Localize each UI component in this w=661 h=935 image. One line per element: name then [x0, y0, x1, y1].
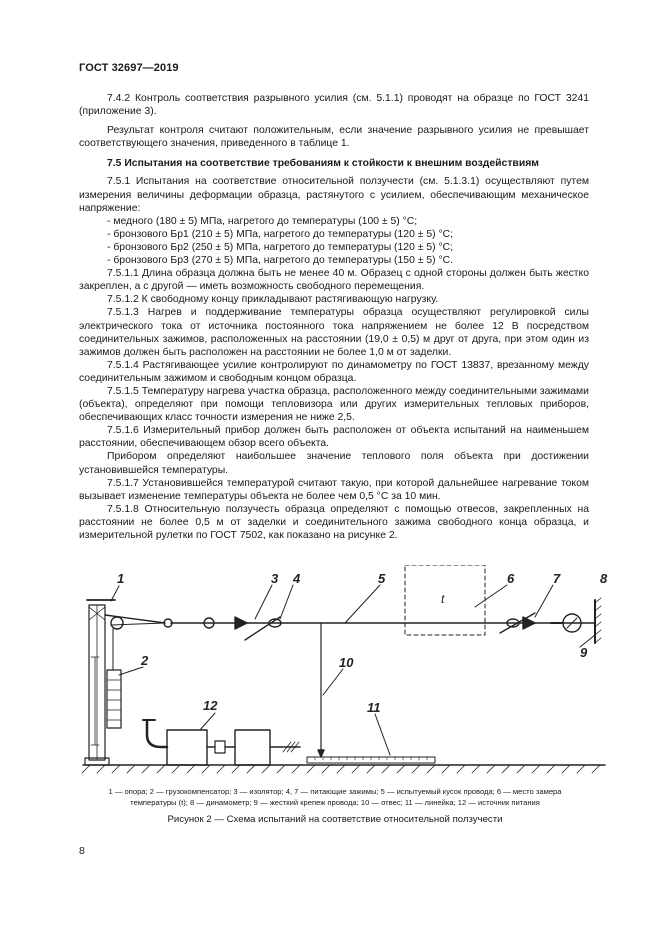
figure-label: 3	[271, 571, 279, 586]
paragraph-7-4-2: 7.4.2 Контроль соответствия разрывного усилия (см. 5.1.1) проводят на образце по ГОСТ 3241 (приложение 3).	[79, 93, 589, 118]
pulley	[111, 617, 123, 629]
leader-line	[111, 586, 119, 601]
leader-line	[475, 585, 507, 607]
figure-label: 8	[600, 571, 608, 586]
list-item: - бронзового Бр2 (250 ± 5) МПа, нагретого до температуры (120 ± 5) °С;	[107, 241, 453, 253]
paragraph-7-5-1-6: 7.5.1.6 Измерительный прибор должен быть расположен от объекта испытаний на наименьшем расстоянии, обеспечивающем обзор всего объекта.	[79, 425, 589, 450]
paragraph-7-5-1-6-b: Прибором определяют наибольшее значение теплового поля объекта при достижении установившейся температуры.	[79, 451, 589, 476]
figure-label: 2	[141, 653, 149, 668]
paragraph-7-5-1-4: 7.5.1.4 Растягивающее усилие контролируют по динамометру по ГОСТ 13837, врезанному между соединительным зажимом и свободным концом образца.	[79, 359, 589, 384]
power-source	[143, 720, 300, 765]
leader-line	[280, 585, 293, 619]
weight-compensator	[107, 670, 121, 728]
legend-line: 1 — опора; 2 — грузокомпенсатор; 3 — изолятор; 4, 7 — питающие зажимы; 5 — испытуемый кусок провода; 6 — место замера	[108, 787, 562, 796]
leader-line	[323, 669, 343, 695]
rope	[105, 615, 165, 623]
list-item: - медного (180 ± 5) МПа, нагретого до температуры (100 ± 5) °С;	[107, 215, 418, 227]
figure-label: 5	[378, 571, 386, 586]
figure-label: 6	[507, 571, 515, 586]
figure-label: 12	[203, 698, 218, 713]
paragraph-7-4-2-result: Результат контроля считают положительным, если значение разрывного усилия не превышает соответствующего значения, приведенного в таблице 1.	[79, 125, 589, 150]
figure-label: 9	[580, 645, 588, 660]
list-item: - бронзового Бр3 (270 ± 5) МПа, нагретого до температуры (150 ± 5) °С.	[107, 255, 453, 267]
figure-label: 10	[339, 655, 354, 670]
paragraph-7-5-1-3: 7.5.1.3 Нагрев и поддерживание температуры образца осуществляют регулировкой силы электрического тока от источника постоянного тока напряжением не более 12 В посредством соединительных зажимов, расположенных на расстоянии (19,0 ± 0,5) м друг от друга, при этом один из зажимов должен быть расположен на расстоянии не более 1,0 м от заделки.	[79, 307, 589, 358]
legend-line: температуры (t); 8 — динамометр; 9 — жесткий крепеж провода; 10 — отвес; 11 — линейка; 12 — источник питания	[130, 798, 540, 807]
temperature-zone	[405, 565, 485, 635]
paragraph-7-5-1-1: 7.5.1.1 Длина образца должна быть не менее 40 м. Образец с одной стороны должен быть жестко закреплен, а с другой — иметь возможность свободного перемещения.	[79, 268, 589, 293]
figure-label: 4	[293, 571, 301, 586]
insulator-icon	[235, 617, 247, 629]
page-number: 8	[79, 845, 85, 857]
section-heading-7-5: 7.5 Испытания на соответствие требованиям к стойкости к внешним воздействиям	[107, 158, 539, 170]
leader-line	[535, 585, 553, 617]
power-clamp-lead	[245, 617, 280, 640]
leader-line	[375, 714, 390, 755]
paragraph-7-5-1: 7.5.1 Испытания на соответствие относительной ползучести (см. 5.1.3.1) осуществляют путем измерения величины деформации образца, растянутого с усилием, обеспечивающим механическое напряжение:	[79, 176, 589, 214]
paragraph-7-5-1-2: 7.5.1.2 К свободному концу прикладывают растягивающую нагрузку.	[107, 294, 439, 306]
figure-label: 7	[553, 571, 561, 586]
figure-label: 1	[117, 571, 125, 586]
leader-line	[345, 585, 380, 623]
figure-legend	[80, 786, 590, 808]
support-pole	[85, 600, 115, 765]
figure-caption: Рисунок 2 — Схема испытаний на соответствие относительной ползучести	[167, 814, 503, 825]
test-scheme-figure	[75, 565, 620, 780]
paragraph-7-5-1-5: 7.5.1.5 Температуру нагрева участка образца, расположенного между соединительными зажимами (объекта), определяют при помощи тепловизора или других измерительных тепловых приборов, обеспечивающих класс точности измерения не ниже 2,5.	[79, 385, 589, 424]
ground-hatching	[82, 765, 600, 773]
leader-line	[119, 667, 143, 675]
temperature-symbol: t	[441, 592, 445, 606]
figure-label: 11	[367, 700, 381, 715]
paragraph-7-5-1-8: 7.5.1.8 Относительную ползучесть образца определяют с помощью отвесов, закрепленных на расстоянии не более 0,5 м от заделки и соединительного зажима свободного конца образца, и измерительной рулетки по ГОСТ 7502, как показано на рисунке 2.	[79, 503, 589, 541]
list-item: - бронзового Бр1 (210 ± 5) МПа, нагретого до температуры (120 ± 5) °С;	[107, 228, 453, 240]
leader-line	[200, 713, 215, 730]
body-text	[79, 92, 589, 542]
document-header: ГОСТ 32697—2019	[79, 62, 179, 74]
rope	[111, 623, 165, 625]
leader-line	[255, 585, 272, 619]
paragraph-7-5-1-7: 7.5.1.7 Установившейся температурой считают такую, при которой дальнейшее нагревание током вызывает изменение температуры объекта не более чем 0,5 °С за 10 мин.	[79, 477, 589, 502]
